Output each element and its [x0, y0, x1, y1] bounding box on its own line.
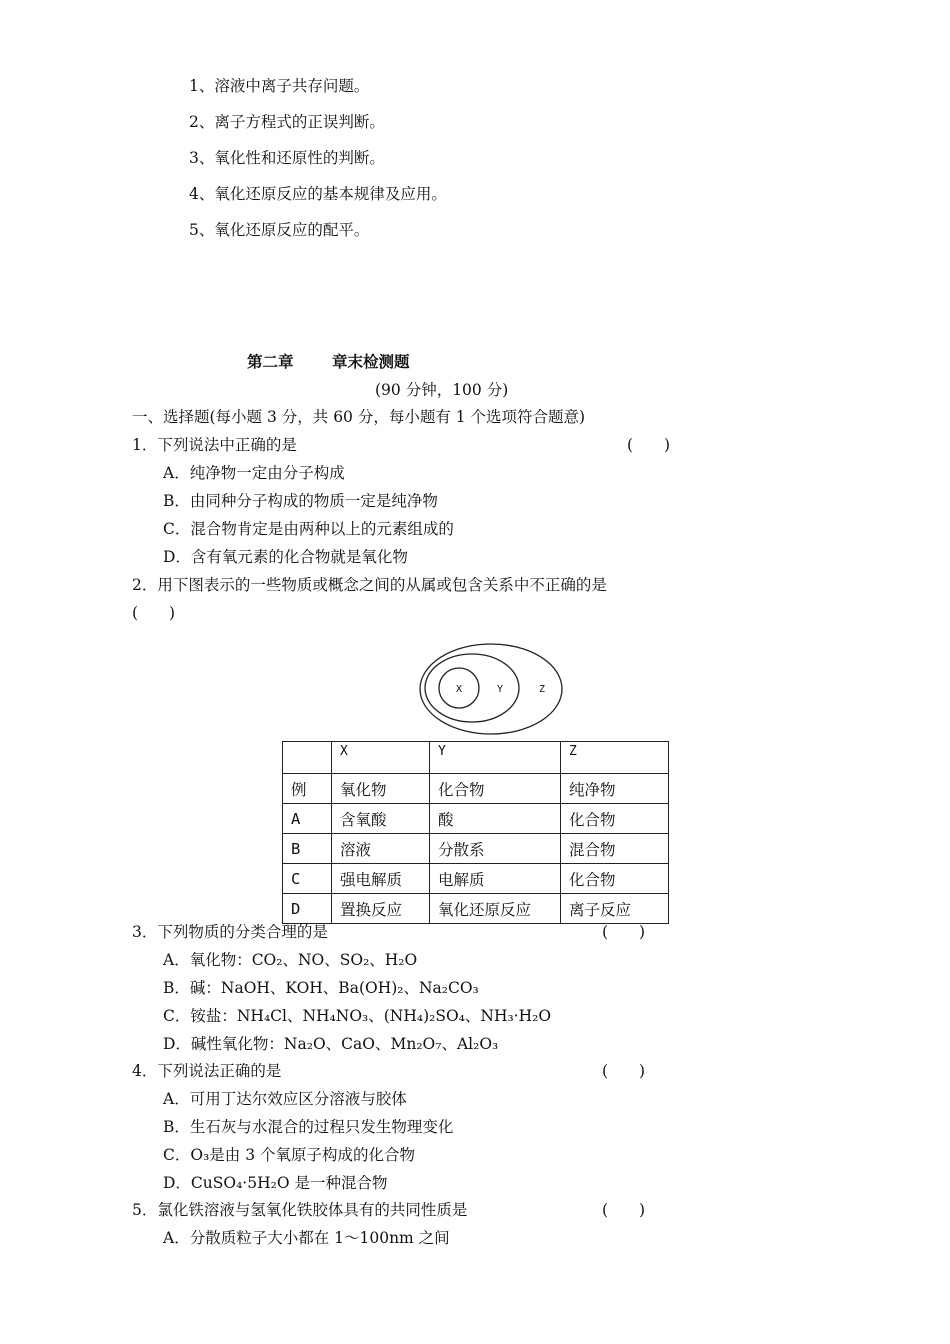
table-cell: 氧化还原反应 — [430, 894, 561, 924]
table-cell: 化合物 — [561, 864, 669, 894]
chapter-title: 第二章 — [247, 353, 294, 371]
answer-blank: ( ) — [602, 1201, 646, 1219]
table-row — [283, 774, 669, 804]
test-title: 章末检测题 — [332, 353, 410, 371]
table-cell: 离子反应 — [561, 894, 669, 924]
topic-item: 1、溶液中离子共存问题。 — [189, 77, 370, 95]
table-cell: 纯净物 — [561, 774, 669, 804]
option-a: A．可用丁达尔效应区分溶液与胶体 — [163, 1090, 407, 1108]
question-5-stem: 5．氯化铁溶液与氢氧化铁胶体具有的共同性质是 — [132, 1201, 468, 1219]
option-a: A．分散质粒子大小都在 1～100nm 之间 — [163, 1229, 450, 1247]
table-cell: Y — [430, 742, 561, 774]
answer-blank: ( ) — [627, 436, 671, 454]
time-score: (90 分钟，100 分) — [375, 381, 509, 399]
table-cell: 例 — [283, 774, 332, 804]
topic-item: 3、氧化性和还原性的判断。 — [189, 149, 385, 167]
table-cell: 混合物 — [561, 834, 669, 864]
option-b: B．碱：NaOH、KOH、Ba(OH)₂、Na₂CO₃ — [163, 979, 479, 997]
table-cell: 分散系 — [430, 834, 561, 864]
table-cell: 氧化物 — [332, 774, 430, 804]
table-cell: A — [283, 804, 332, 834]
classification-table — [282, 741, 669, 924]
table-header-row — [283, 742, 669, 774]
section-title: 一、选择题(每小题 3 分，共 60 分，每小题有 1 个选项符合题意) — [132, 408, 586, 426]
table-row — [283, 894, 669, 924]
table-row — [283, 834, 669, 864]
option-b: B．由同种分子构成的物质一定是纯净物 — [163, 492, 438, 510]
table-cell: Z — [561, 742, 669, 774]
table-cell — [283, 742, 332, 774]
question-1-stem: 1．下列说法中正确的是 — [132, 436, 297, 454]
table-cell: 化合物 — [561, 804, 669, 834]
topic-item: 5、氧化还原反应的配平。 — [189, 221, 370, 239]
table-cell: 含氧酸 — [332, 804, 430, 834]
table-cell: D — [283, 894, 332, 924]
table-cell: C — [283, 864, 332, 894]
table-cell: X — [332, 742, 430, 774]
venn-diagram — [418, 642, 566, 736]
option-a: A．氧化物：CO₂、NO、SO₂、H₂O — [163, 951, 418, 969]
table-cell: 化合物 — [430, 774, 561, 804]
table-cell: 电解质 — [430, 864, 561, 894]
venn-label-z: Z — [539, 684, 546, 695]
option-d: D．含有氧元素的化合物就是氧化物 — [163, 548, 408, 566]
question-3-stem: 3．下列物质的分类合理的是 — [132, 923, 328, 941]
answer-blank: ( ) — [132, 604, 176, 622]
table-cell: 置换反应 — [332, 894, 430, 924]
option-b: B．生石灰与水混合的过程只发生物理变化 — [163, 1118, 454, 1136]
topic-item: 2、离子方程式的正误判断。 — [189, 113, 385, 131]
option-c: C．混合物肯定是由两种以上的元素组成的 — [163, 520, 454, 538]
answer-blank: ( ) — [602, 1062, 646, 1080]
option-c: C．O₃是由 3 个氧原子构成的化合物 — [163, 1146, 415, 1164]
table-cell: 溶液 — [332, 834, 430, 864]
option-d: D．碱性氧化物：Na₂O、CaO、Mn₂O₇、Al₂O₃ — [163, 1035, 499, 1053]
topic-item: 4、氧化还原反应的基本规律及应用。 — [189, 185, 447, 203]
venn-label-y: Y — [497, 684, 504, 695]
table-cell: 酸 — [430, 804, 561, 834]
option-a: A．纯净物一定由分子构成 — [163, 464, 345, 482]
question-4-stem: 4．下列说法正确的是 — [132, 1062, 282, 1080]
answer-blank: ( ) — [602, 923, 646, 941]
table-cell: B — [283, 834, 332, 864]
table-row — [283, 864, 669, 894]
venn-label-x: X — [456, 684, 463, 695]
question-2-stem: 2．用下图表示的一些物质或概念之间的从属或包含关系中不正确的是 — [132, 576, 607, 594]
option-d: D．CuSO₄·5H₂O 是一种混合物 — [163, 1174, 388, 1192]
option-c: C．铵盐：NH₄Cl、NH₄NO₃、(NH₄)₂SO₄、NH₃·H₂O — [163, 1007, 552, 1025]
table-row — [283, 804, 669, 834]
table-cell: 强电解质 — [332, 864, 430, 894]
